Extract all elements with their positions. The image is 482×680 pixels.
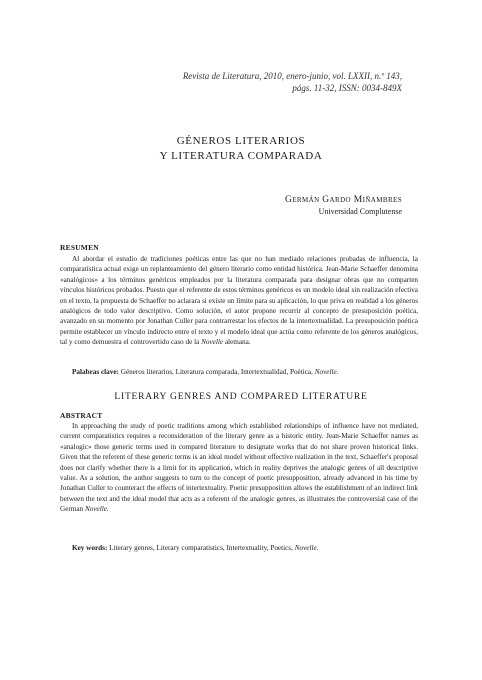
journal-citation <box>183 70 402 94</box>
author-affiliation: Universidad Complutense <box>318 207 402 216</box>
resumen-body: Al abordar el estudio de tradiciones poéticas entre las que no han mediado relaciones probadas de influencia, la comparatística actual exige un replanteamiento del género literario como entidad histórica. Jean-Marie Schaeffer denomina «analógicos» a los términos genéricos empleados por la literatura comparada para designar obras que no comparten vínculos históricos probados. Puesto que el referente de estos términos genéricos es un modelo ideal sin realización efectiva en el texto, la propuesta de Schaeffer no aclarara si existe un límite para su aplicación, lo que priva en realidad a los géneros analógicos de todo valor descriptivo. Como solución, el autor propone recurrir al concepto de presuposición poética, avanzado en su momento por Jonathan Culler para contrarrestar los efectos de la intertextualidad. La presuposición poética permite establecer un vínculo indirecto entre el texto y el modelo ideal que actúa como referente de los géneros analógicos, tal y como demuestra el controvertido caso de la <box>60 255 418 347</box>
abstract-heading: ABSTRACT <box>60 411 103 420</box>
abstract-keywords-italic: Novelle. <box>294 544 319 552</box>
journal-citation-line-1: Revista de Literatura, 2010, enero-junio, vol. LXXII, n.º 143, <box>182 71 402 81</box>
abstract-text <box>60 421 418 515</box>
resumen-keywords-italic: Novelle. <box>314 368 339 376</box>
abstract-body: In approaching the study of poetic traditions among which established relationships of influence have not mediated, current comparatistics requires a reconsideration of the literary genre as a historic entity. Jean-Marie Schaeffer names as «analogic» those generic terms used in compared literature to designate works that do not share proven historical links. Given that the referent of these generic terms is an ideal model without effective realization in the text, Schaeffer's proposal does not clarify whether there is a limit for its application, which in reality deprives the analogic genres of all descriptive value. As a solution, the author suggests to turn to the concept of poetic presupposition, already advanced in his time by Jonathan Culler to counteract the effects of intertextuality. Poetic presupposition allows the establishment of an indirect link between the text and the ideal model that acts as a referent of the analogic genres, as illustrates the controversial case of the German <box>60 422 418 514</box>
article-title-line-1: GÉNEROS LITERARIOS <box>176 135 306 147</box>
author-block <box>285 194 402 217</box>
article-title-line-2: Y LITERATURA COMPARADA <box>159 150 323 162</box>
abstract-italic-term: Novelle. <box>84 505 109 514</box>
abstract-keywords-list: Literary genres, Literary comparatistics, Intertextuality, Poetics, <box>107 544 293 552</box>
resumen-ending: alemana. <box>223 338 251 347</box>
resumen-keywords-label: Palabras clave: <box>72 368 119 376</box>
resumen-keywords-list: Géneros literarios, Literatura comparada, Intertextualidad, Poética, <box>118 368 313 376</box>
resumen-text <box>60 254 418 348</box>
resumen-italic-term: Novelle <box>201 338 224 347</box>
resumen-keywords <box>60 367 418 377</box>
author-name: Germán Gardo Miñambres <box>284 195 402 205</box>
abstract-keywords-label: Key words: <box>72 544 108 552</box>
journal-citation-line-2: págs. 11-32, ISSN: 0034-849X <box>292 83 402 93</box>
english-title: LITERARY GENRES AND COMPARED LITERATURE <box>114 392 368 402</box>
article-title <box>0 134 482 164</box>
abstract-keywords <box>60 543 418 553</box>
resumen-heading: RESUMEN <box>60 243 99 252</box>
